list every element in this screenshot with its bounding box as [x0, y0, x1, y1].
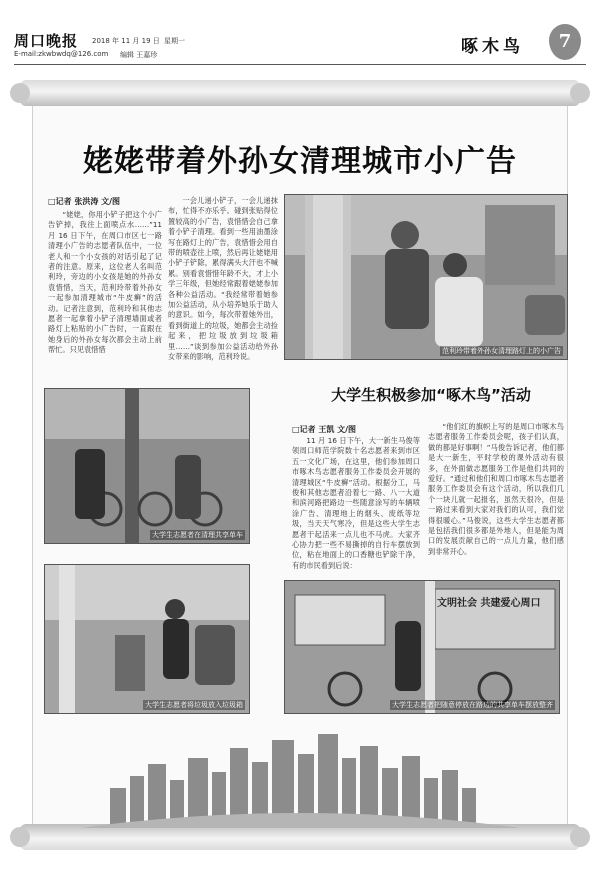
article1-column-1: [48, 210, 162, 378]
article2-headline: 大学生积极参加“啄木鸟”活动: [331, 386, 531, 404]
article2-text-1: 11 月 16 日下午，大一新生马俊等领周口师范学院数十名志愿者来到市区五一文化广场，在这里，他们参加周口市啄木鸟志愿者服务工作委员会开展的清理城区“牛皮癣”活动。根据分工，马俊和其他志愿者沿着七一路、八一大道和滨河路把路边一些随意涂写的车辆喷涂广告、清理地上的烟头、废纸等垃圾，当天天气寒冷，但是这些大学生志愿者干起活来一点儿也不马虎。大家齐心协力把一些不易撕掉的自行车摆放到位，粘在地面上的口香糖也铲除干净，有的市民看到后说：: [292, 436, 420, 570]
article1-text-1: “姥姥，你用小铲子把这个小广告铲掉，我往上面喷点水……”11 月 16 日下午，在周口市区七一路清理小广告的志愿者队伍中，一位老人和一个小女孩的对话引起了记者的注意。原来，这位老人名叫范利玲，旁边的小女孩是她的外孙女袁惜惜，当天，范利玲带着外孙女一起参加清理城市“牛皮癣”的活动。记者注意到，范利玲和其他志愿者一起拿着小铲子清理墙面或者路灯上粘贴的小广告时，一直跟在她身后的外孙女每次都会主动上前帮忙。只见袁惜惜: [48, 210, 162, 355]
masthead: 周口晚报: [14, 32, 79, 50]
page-number-badge: 7: [549, 24, 581, 60]
bike-cleanup-illustration: [45, 389, 250, 544]
article2-byline: □记者 王凯 文/图: [292, 425, 357, 434]
page-header: [0, 0, 600, 70]
article2-photo-1: [44, 388, 250, 544]
issue-weekday: 星期一: [164, 37, 185, 45]
section-title: 啄木鸟: [461, 37, 524, 57]
article2-photo-1-caption: 大学生志愿者在清理共享单车: [152, 531, 243, 539]
article1-column-2: [168, 196, 278, 378]
banner-slogan: 文明社会 共建爱心周口: [437, 598, 541, 609]
article1-byline: □记者 张洪涛 文/图: [48, 197, 121, 206]
scroll-top-roller: [20, 80, 580, 106]
article2-photo-3: [284, 580, 560, 714]
article1-headline: 姥姥带着外孙女清理城市小广告: [83, 144, 517, 179]
article2-photo-3-caption: 大学生志愿者把随意停放在路边的共享单车摆放整齐: [392, 701, 553, 709]
city-skyline-illustration: [40, 728, 560, 828]
street-scene-illustration: [285, 195, 568, 360]
article2-column-2: [428, 422, 564, 574]
article1-photo: [284, 194, 568, 360]
article1-text-2: 一会儿递小铲子，一会儿递抹布，忙得不亦乐乎。碰到张贴得位置较高的小广告，袁惜惜会自己拿着小铲子清理。看到一些用油墨涂写在路灯上的广告，袁惜惜会用自带的喷壶往上喷，然后再让姥姥用小铲子铲除，累得满头大汗也不喊累。别看袁惜惜年龄不大，才上小学三年级，但她经常跟着姥姥参加各种公益活动。“我经常带着她参加公益活动，从小培养她乐于助人的意识。如今，每次带着她外出，看到街道上的垃圾，她都会主动捡起来，把垃圾放到垃圾箱里……”谈到参加公益活动给外孙女带来的影响，范利玲说。: [168, 196, 278, 362]
page-editor: 编辑 王嘉珍: [120, 51, 158, 59]
article2-column-1: [292, 436, 420, 574]
article2-text-2: “他们红的旗帜上写的是周口市啄木鸟志愿者服务工作委员会呢，孩子们认真，做的都是好事啊！”马俊告诉记者，他们都是大一新生，平时学校的课外活动有很多，在外面做志愿服务工作是他们共同的爱好。“通过和他们和周口市啄木鸟志愿者服务工作委员会有这个活动，所以我们几个一块儿就一起报名，虽然天很冷，但是一路过来看到大家对我们的认可，我们觉得很暖心。”马俊说，这些大学生志愿者都是包括我们很多都是外地人，但是能为周口的发展贡献自己的一点儿力量，他们感到非常开心。: [428, 422, 564, 556]
contact-email: E-mail:zkwbwdq@126.com: [14, 50, 109, 58]
article2-photo-2-caption: 大学生志愿者将垃圾放入垃圾箱: [145, 701, 243, 709]
trash-bin-illustration: [45, 565, 250, 714]
article2-photo-2: [44, 564, 250, 714]
article1-photo-caption: 范利玲带着外孙女清理路灯上的小广告: [442, 347, 561, 355]
issue-date: 2018 年 11 月 19 日: [92, 37, 160, 45]
header-rule: [14, 64, 586, 65]
